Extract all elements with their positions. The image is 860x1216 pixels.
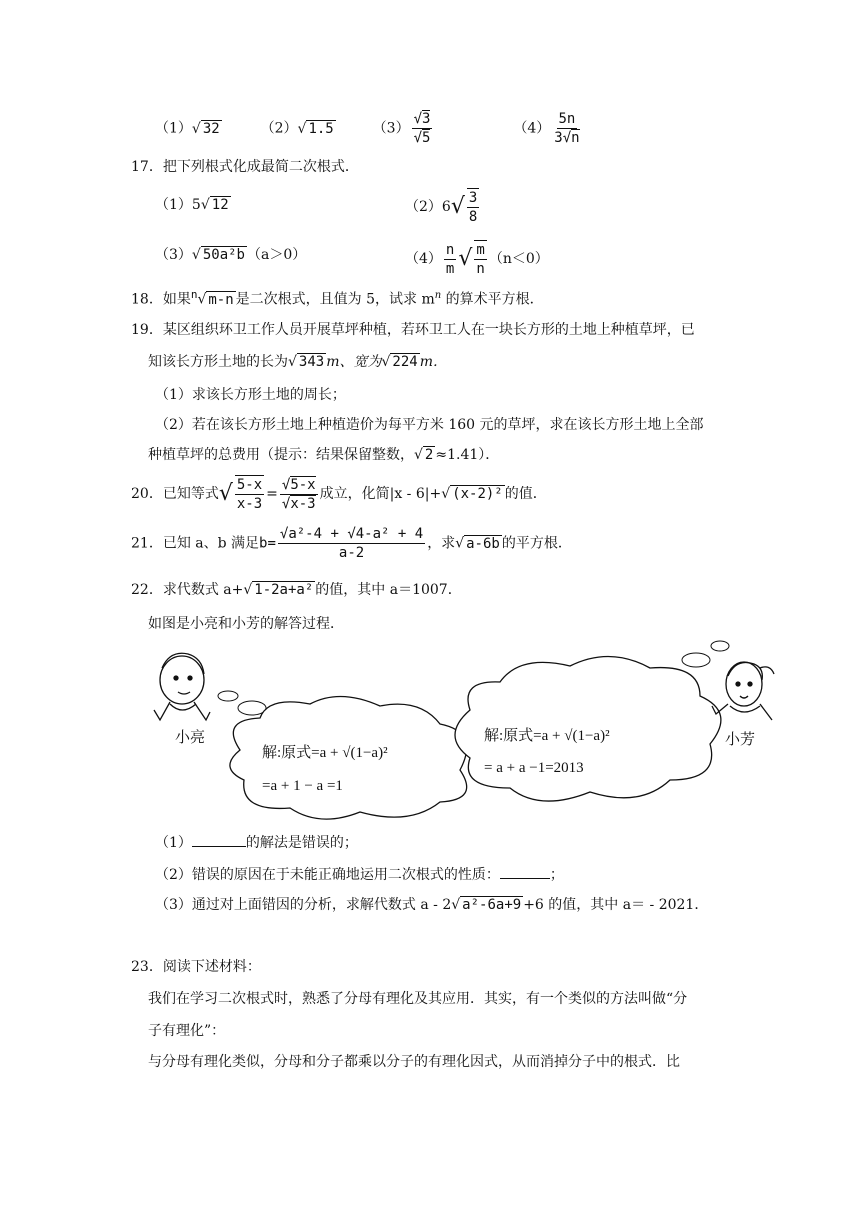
q20-post: 的值． [504, 486, 547, 502]
q16-item-4-den-coef: 3 [554, 130, 563, 146]
thought-bubble-icon [682, 653, 710, 667]
q19-unit2: m． [419, 354, 447, 370]
q19-sub2-line2-pre: 种植草坪的总费用（提示：结果保留整数， [148, 447, 414, 463]
cloud-illustration [140, 640, 780, 830]
q16-item-4-fraction: $\frac{5n}{3√n}$ [554, 111, 580, 146]
name-left: 小亮 [175, 728, 206, 746]
q17-item-1-coef: 5 [191, 197, 201, 213]
q18-pre: 18．如果 [131, 291, 191, 308]
q21-rad: a-6b [466, 535, 500, 552]
q17-item-4-label: （4） [405, 251, 442, 267]
q18 [131, 283, 544, 312]
q17-item-3 [155, 243, 306, 267]
q19-sub1: （1）求该长方形土地的周长； [155, 387, 346, 403]
q20-eq: = [266, 486, 278, 502]
answer-blank[interactable] [500, 864, 550, 879]
q22-post: 的值，其中 a＝1007． [315, 582, 462, 598]
cloud-left-line1: 解:原式=a + √(1−a)² [262, 745, 388, 761]
q23-p3: 与分母有理化类似，分母和分子都乘以分子的有理化因式，从而消掉分子中的根式．比 [148, 1054, 680, 1070]
q23-p1: 我们在学习二次根式时，熟悉了分母有理化及其应用．其实，有一个类似的方法叫做“分 [148, 991, 688, 1007]
cloud-right-line1: 解:原式=a + √(1−a)² [484, 728, 610, 744]
answer-blank[interactable] [192, 832, 246, 847]
boy-figure-icon [154, 653, 210, 720]
sqrt-icon: √ [441, 486, 451, 502]
q16-item-3-den: 5 [422, 130, 431, 146]
q22-sub1-label: （1） [155, 835, 192, 851]
q18-index: n [190, 288, 198, 301]
q16-item-4-num: 5n [558, 111, 576, 127]
q16-items [155, 110, 584, 147]
sqrt-icon: √ [381, 354, 391, 370]
q22 [131, 578, 462, 602]
q20: 20．已知等式√ $\frac{5-x}{x-3}$ = $\frac{√5-x}{√x-3}$ 成立，化简|x - 6|+√ (x-2)² 的值． [131, 476, 547, 512]
q17-item-1-label: （1） [155, 197, 192, 213]
q20-pre: 20．已知等式 [131, 486, 219, 502]
q19-line2-pre: 知该长方形土地的长为 [148, 354, 288, 370]
q20-den2: x-3 [290, 495, 316, 512]
q20-num: 5-x [236, 477, 263, 493]
sqrt-icon: √ [288, 354, 297, 370]
q16-item-3-fraction: $\frac{√3}{√5}$ [413, 111, 431, 146]
q22-sub3-rad: a²-6a+9 [462, 897, 522, 913]
q22-sub3 [155, 893, 708, 917]
q19-sub2-line1: （2）若在该长方形土地上种植造价为每平方米 160 元的草坪，求在该长方形土地上全部 [155, 417, 704, 433]
q17-item-4-num: n [445, 241, 455, 258]
q16-item-1-expr: 32 [202, 120, 220, 137]
q21-mid: ，求 [427, 535, 456, 552]
girl-figure-icon [712, 662, 774, 720]
q17-item-4-rden: n [476, 261, 485, 277]
q16-item-2-label: （2） [260, 120, 298, 137]
q17-item-2 [405, 188, 481, 226]
sqrt-icon: √ [451, 897, 461, 913]
q20-den: x-3 [236, 496, 263, 512]
thought-bubble-icon [711, 641, 729, 651]
sqrt-icon: √ [450, 194, 465, 219]
q21-post: 的平方根． [501, 535, 572, 552]
q21-den: a-2 [338, 545, 365, 561]
q17-item-2-label: （2） [405, 199, 442, 215]
sqrt-icon: √ [191, 247, 201, 263]
q22-pre: 22．求代数式 a+ [131, 582, 244, 598]
q19-sub2-line2 [148, 443, 499, 467]
sqrt-icon: √ [218, 481, 233, 506]
q16-item-1-radical [192, 117, 222, 141]
q19-line1: 19．某区组织环卫工作人员开展草坪种植，若环卫工人在一块长方形的土地上种植草坪，已 [131, 322, 695, 338]
q22-sub2-text: （2）错误的原因在于未能正确地运用二次根式的性质： [155, 867, 500, 883]
q17-item-4 [405, 240, 549, 278]
q16-item-1-label: （1） [155, 120, 192, 137]
sqrt-icon: √ [200, 197, 210, 213]
q22-sub2-end: ； [549, 867, 564, 883]
q16-item-4-den-rad: n [571, 130, 580, 146]
q16-item-4-label: （4） [513, 120, 551, 137]
q17-item-1-rad: 12 [211, 197, 229, 213]
sqrt-icon: √ [191, 120, 201, 137]
q21-b: b= [259, 535, 276, 552]
sqrt-icon: √ [197, 291, 207, 308]
q16-item-3-num: 3 [422, 111, 431, 127]
cloud-left-line2: =a + 1 − a =1 [262, 778, 343, 794]
q22-intro: 如图是小亮和小芳的解答过程． [148, 616, 344, 632]
q22-sub3-post: +6 的值，其中 a＝ - 2021． [523, 897, 709, 913]
q17-item-1 [155, 193, 231, 217]
q16-item-2-radical [298, 117, 336, 141]
q17-item-2-den: 8 [468, 209, 478, 225]
q19-wid: 224 [392, 354, 418, 370]
q18-rad: m-n [208, 291, 234, 308]
q17-item-4-cond: （n＜0） [488, 251, 549, 267]
q18-post2: 的算术平方根． [441, 291, 544, 308]
q21 [131, 525, 572, 562]
q22-sub1 [155, 831, 358, 855]
q17-item-4-den: m [445, 260, 455, 277]
q19-hint-rad: 2 [424, 447, 434, 463]
q17-item-3-label: （3） [155, 247, 192, 263]
q17-item-2-num: 3 [468, 190, 478, 206]
q17-item-2-coef: 6 [441, 199, 451, 215]
q22-sub1-text: 的解法是错误的； [245, 835, 358, 851]
q21-num: √a²-4 + √4-a² + 4 [279, 526, 424, 542]
q17-item-3-cond: （a＞0） [247, 247, 307, 263]
q19-unit1: m、宽为 [326, 354, 382, 370]
q18-sup: n [434, 290, 442, 301]
thought-bubble-icon [218, 691, 238, 701]
q16-item-2-expr: 1.5 [308, 120, 334, 137]
q22-sub2 [155, 863, 564, 887]
q23-stem: 23．阅读下述材料： [131, 959, 261, 975]
q19-hint-post: ≈1.41）． [435, 447, 500, 463]
q17-stem: 17．把下列根式化成最简二次根式． [131, 159, 359, 175]
sqrt-icon: √ [243, 582, 253, 598]
q19-len: 343 [298, 354, 325, 370]
q20-mid: 成立，化简|x - 6|+ [319, 486, 442, 502]
sqrt-icon: √ [455, 535, 465, 552]
q23-p2: 子有理化”： [148, 1023, 226, 1039]
q16-item-3-label: （3） [372, 120, 410, 137]
q19-line2 [148, 350, 447, 374]
q22-rad: 1-2a+a² [254, 582, 314, 598]
name-right: 小芳 [725, 730, 756, 748]
sqrt-icon: √ [297, 120, 307, 137]
sqrt-icon: √ [414, 447, 423, 463]
q21-pre: 21．已知 a、b 满足 [131, 535, 260, 552]
sqrt-icon: √ [458, 246, 473, 271]
q20-num2: 5-x [290, 476, 316, 493]
q17-item-4-rnum: m [476, 242, 485, 258]
q20-rad: (x-2)² [452, 486, 503, 502]
q18-post: 是二次根式，且值为 5，试求 m [235, 291, 435, 308]
q17-item-3-rad: 50a²b [202, 247, 245, 263]
cloud-right-line2: = a + a −1=2013 [484, 760, 584, 776]
q22-sub3-pre: （3）通过对上面错因的分析，求解代数式 a - 2 [155, 897, 452, 913]
